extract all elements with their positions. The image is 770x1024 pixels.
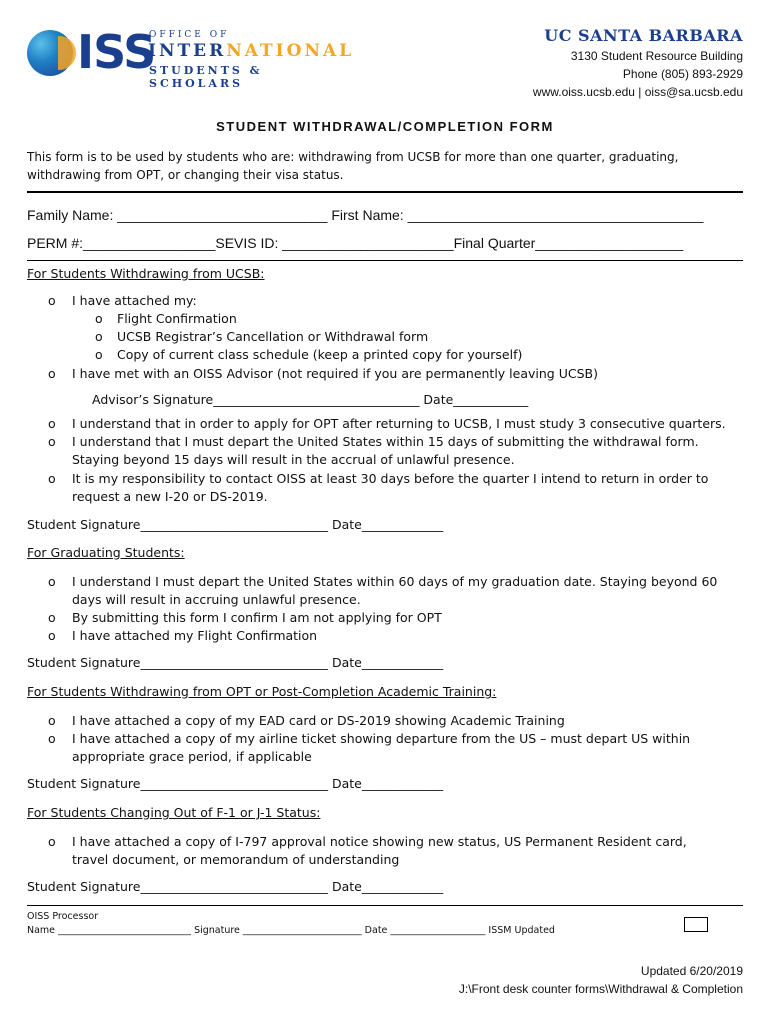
bullet-icon: o — [48, 434, 56, 449]
list-item: I have attached my: — [72, 293, 197, 308]
bullet-icon: o — [95, 329, 103, 344]
list-item-cont: request a new I-20 or DS-2019. — [72, 489, 268, 504]
ucsb-address: 3130 Student Resource Building — [570, 49, 743, 63]
form-title: STUDENT WITHDRAWAL/COMPLETION FORM — [216, 119, 554, 134]
ucsb-name: UC SANTA BARBARA — [544, 26, 743, 45]
processor-label: OISS Processor — [27, 911, 99, 922]
list-item: I understand I must depart the United States within 60 days of my graduation date. Staying beyond 60 — [72, 574, 718, 589]
bullet-icon: o — [48, 610, 56, 625]
section-withdrawing: For Students Withdrawing from UCSB: — [27, 266, 265, 281]
updated-date: Updated 6/20/2019 — [640, 964, 743, 978]
list-item: I understand that I must depart the United States within 15 days of submitting the withdrawal form. — [72, 434, 699, 449]
student-signature-field[interactable]: Student Signature______________________________ Date_____________ — [27, 517, 444, 532]
divider — [27, 260, 743, 261]
list-item: I understand that in order to apply for OPT after returning to UCSB, I must study 3 consecutive quarters. — [72, 416, 726, 431]
issm-updated-checkbox[interactable] — [684, 917, 708, 932]
processor-fields[interactable]: Name ____________________________ Signature _________________________ Date ____________________ ISSM Updated — [27, 925, 555, 936]
ucsb-contact — [533, 25, 743, 101]
logo-national: NATIONAL — [226, 41, 355, 61]
bullet-icon: o — [48, 731, 56, 746]
list-item: Flight Confirmation — [117, 311, 237, 326]
bullet-icon: o — [48, 628, 56, 643]
id-fields-row[interactable]: PERM #:_________________SEVIS ID: ______________________Final Quarter___________________ — [27, 235, 684, 251]
list-item: UCSB Registrar’s Cancellation or Withdrawal form — [117, 329, 429, 344]
ucsb-web: www.oiss.ucsb.edu | oiss@sa.ucsb.edu — [532, 85, 743, 99]
bullet-icon: o — [95, 347, 103, 362]
oiss-logo — [27, 25, 357, 90]
bullet-icon: o — [48, 834, 56, 849]
divider — [27, 191, 743, 193]
list-item: I have attached my Flight Confirmation — [72, 628, 318, 643]
logo-international — [148, 41, 354, 61]
section-opt: For Students Withdrawing from OPT or Post-Completion Academic Training: — [27, 684, 497, 699]
file-path: J:\Front desk counter forms\Withdrawal & Completion — [458, 982, 743, 996]
divider — [27, 905, 743, 906]
bullet-icon: o — [48, 471, 56, 486]
section-graduating: For Graduating Students: — [27, 545, 185, 560]
logo-office-of: OFFICE OF — [149, 30, 230, 40]
footer — [459, 962, 743, 998]
ucsb-phone: Phone (805) 893-2929 — [622, 67, 743, 81]
student-signature-field[interactable]: Student Signature______________________________ Date_____________ — [27, 879, 444, 894]
list-item: By submitting this form I confirm I am not applying for OPT — [72, 610, 442, 625]
name-fields-row[interactable]: Family Name: ___________________________ First Name: ______________________________________ — [27, 207, 704, 223]
student-signature-field[interactable]: Student Signature______________________________ Date_____________ — [27, 655, 444, 670]
logo-students-scholars: STUDENTS & SCHOLARS — [149, 64, 263, 90]
list-item-cont: appropriate grace period, if applicable — [72, 749, 312, 764]
list-item: I have attached a copy of my airline ticket showing departure from the US – must depart US within — [72, 731, 691, 746]
advisor-signature-field[interactable]: Advisor’s Signature_________________________________ Date____________ — [92, 392, 529, 407]
list-item-cont: days will result in accruing unlawful presence. — [72, 592, 361, 607]
globe-icon — [27, 30, 73, 76]
bullet-icon: o — [48, 416, 56, 431]
intro-line-1: This form is to be used by students who are: withdrawing from UCSB for more than one quarter, graduating, — [27, 150, 679, 164]
intro-text — [27, 148, 727, 184]
list-item-cont: travel document, or memorandum of understanding — [72, 852, 400, 867]
logo-inter: INTER — [148, 41, 227, 61]
list-item: I have attached a copy of I-797 approval notice showing new status, US Permanent Resident card, — [72, 834, 687, 849]
intro-line-2: withdrawing from OPT, or changing their visa status. — [27, 168, 344, 182]
list-item: I have met with an OISS Advisor (not required if you are permanently leaving UCSB) — [72, 366, 598, 381]
student-signature-field[interactable]: Student Signature______________________________ Date_____________ — [27, 776, 444, 791]
bullet-icon: o — [48, 713, 56, 728]
list-item: It is my responsibility to contact OISS at least 30 days before the quarter I intend to return in order to — [72, 471, 709, 486]
list-item: Copy of current class schedule (keep a printed copy for yourself) — [117, 347, 523, 362]
bullet-icon: o — [48, 574, 56, 589]
list-item: I have attached a copy of my EAD card or DS-2019 showing Academic Training — [72, 713, 565, 728]
bullet-icon: o — [95, 311, 103, 326]
bullet-icon: o — [48, 366, 56, 381]
section-change-status: For Students Changing Out of F-1 or J-1 Status: — [27, 805, 321, 820]
logo-iss: ISS — [77, 25, 156, 79]
bullet-icon: o — [48, 293, 56, 308]
list-item-cont: Staying beyond 15 days will result in the accrual of unlawful presence. — [72, 452, 515, 467]
